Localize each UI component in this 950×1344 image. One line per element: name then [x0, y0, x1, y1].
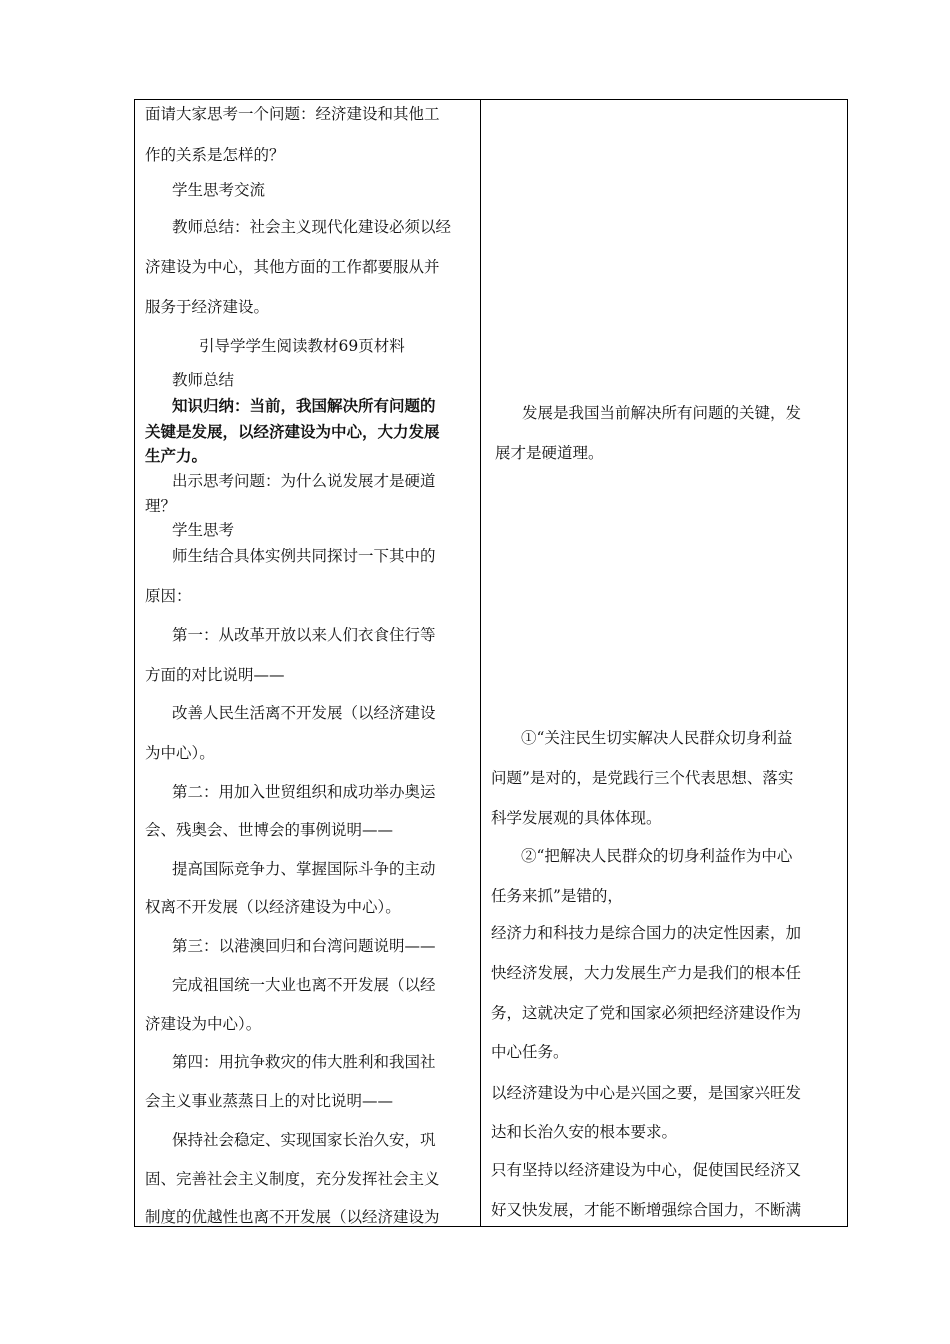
left-text-line: 方面的对比说明—— — [145, 666, 285, 684]
left-text-line: 改善人民生活离不开发展（以经济建设 — [172, 704, 436, 722]
left-text-line: 济建设为中心）。 — [145, 1015, 262, 1033]
right-text-line: 经济力和科技力是综合国力的决定性因素，加 — [491, 924, 802, 942]
left-text-line: 理？ — [145, 497, 177, 515]
right-text-line: 问题”是对的，是党践行三个代表思想、落实 — [491, 769, 794, 787]
left-text-line: 会主义事业蒸蒸日上的对比说明—— — [145, 1092, 394, 1110]
left-text-line: 制度的优越性也离不开发展（以经济建设为 — [145, 1208, 440, 1226]
left-text-line: 第二：用加入世贸组织和成功举办奥运 — [172, 783, 436, 801]
left-text-line: 济建设为中心，其他方面的工作都要服从并 — [145, 258, 440, 276]
right-text-line: 好又快发展，才能不断增强综合国力，不断满 — [491, 1201, 802, 1219]
left-text-line: 保持社会稳定、实现国家长治久安，巩 — [172, 1131, 436, 1149]
left-text-line: 第一：从改革开放以来人们衣食住行等 — [172, 626, 436, 644]
left-text-line: 完成祖国统一大业也离不开发展（以经 — [172, 976, 436, 994]
left-text-line: 知识归纳：当前，我国解决所有问题的 — [172, 396, 436, 415]
left-text-line: 师生结合具体实例共同探讨一下其中的 — [172, 547, 436, 565]
right-text-line: ②“把解决人民群众的切身利益作为中心 — [521, 847, 793, 865]
left-text-line: 权离不开发展（以经济建设为中心）。 — [145, 898, 401, 916]
left-text-line: 固、完善社会主义制度，充分发挥社会主义 — [145, 1170, 440, 1188]
left-text-line: 第四：用抗争救灾的伟大胜利和我国社 — [172, 1053, 436, 1071]
left-text-line: 关键是发展，以经济建设为中心，大力发展 — [145, 422, 440, 441]
left-text-line: 提高国际竞争力、掌握国际斗争的主动 — [172, 860, 436, 878]
left-text-line: 面请大家思考一个问题：经济建设和其他工 — [145, 105, 440, 123]
right-text-line: 达和长治久安的根本要求。 — [491, 1123, 678, 1141]
lesson-table — [134, 99, 848, 1227]
left-text-line: 出示思考问题：为什么说发展才是硬道 — [172, 472, 436, 490]
left-text-line: 教师总结 — [172, 371, 235, 389]
right-text-line: ①“关注民生切实解决人民群众切身利益 — [521, 729, 793, 747]
right-text-line: 中心任务。 — [491, 1043, 569, 1061]
right-text-line: 快经济发展，大力发展生产力是我们的根本任 — [491, 964, 802, 982]
right-text-line: 以经济建设为中心是兴国之要，是国家兴旺发 — [491, 1084, 802, 1102]
left-text-line: 服务于经济建设。 — [145, 298, 270, 316]
column-divider — [480, 100, 481, 1226]
right-text-line: 科学发展观的具体体现。 — [491, 809, 662, 827]
left-text-line: 作的关系是怎样的？ — [145, 146, 285, 164]
left-text-line: 为中心）。 — [145, 744, 215, 762]
left-text-line: 引导学学生阅读教材69页材料 — [199, 337, 405, 355]
right-text-line: 任务来抓”是错的， — [491, 887, 623, 905]
right-text-line: 只有坚持以经济建设为中心，促使国民经济又 — [491, 1161, 802, 1179]
left-text-line: 原因： — [145, 587, 192, 605]
left-text-line: 第三：以港澳回归和台湾问题说明—— — [172, 937, 436, 955]
left-text-line: 教师总结：社会主义现代化建设必须以经 — [172, 218, 452, 236]
left-text-line: 生产力。 — [145, 446, 208, 465]
left-text-line: 学生思考交流 — [172, 181, 266, 199]
left-text-line: 学生思考 — [172, 521, 235, 539]
right-text-line: 展才是硬道理。 — [495, 444, 604, 462]
right-text-line: 务，这就决定了党和国家必须把经济建设作为 — [491, 1004, 802, 1022]
left-text-line: 会、残奥会、世博会的事例说明—— — [145, 821, 394, 839]
right-text-line: 发展是我国当前解决所有问题的关键，发 — [522, 404, 802, 422]
